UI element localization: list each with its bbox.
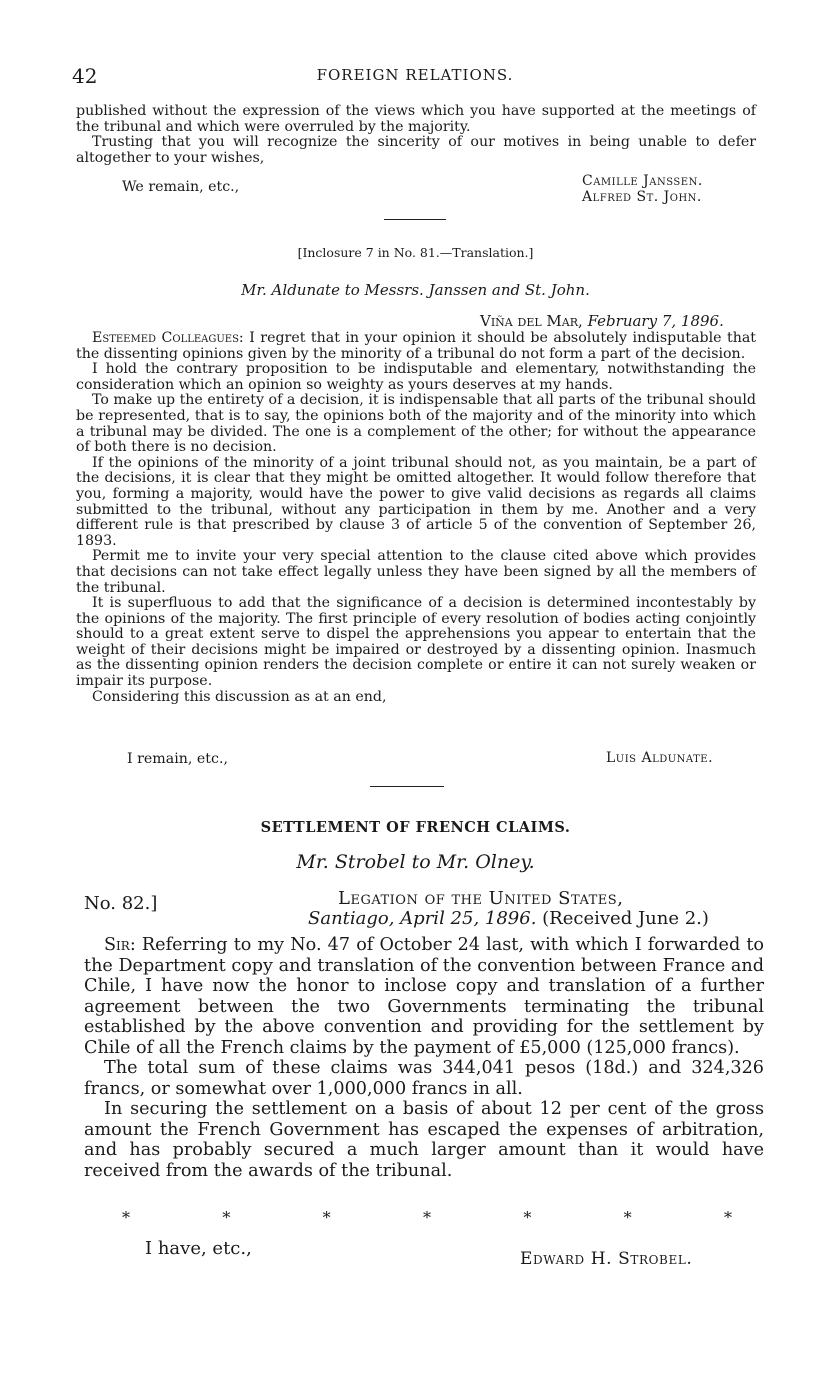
inclosure-body [76,331,756,705]
signer-strobel: Edward H. Strobel. [520,1249,693,1269]
place: Viña del Mar, [480,312,583,330]
star: * [222,1208,231,1227]
ellipsis-stars [122,1208,732,1227]
running-title: FOREIGN RELATIONS. [316,66,514,84]
page-number: 42 [72,64,98,88]
signer-st-john: Alfred St. John. [582,189,702,205]
closing-line: Considering this discussion as at an end, [92,688,387,705]
paragraph: The total sum of these claims was 344,041 pesos (18d.) and 324,326 francs, or somewhat over 1,000,000 francs in all. [84,1058,764,1099]
star: * [623,1208,632,1227]
star: * [122,1208,130,1227]
paragraph: Permit me to invite your very special attention to the clause cited above which provides that decisions can not take effect legally unless they have been signed by all the members of the tribunal. [76,548,756,596]
dispatch-closing: I have, etc., [145,1238,252,1259]
signer-janssen: Camille Janssen. [582,173,703,189]
dispatch-dateline [308,908,709,929]
star: * [422,1208,431,1227]
legation-line: Legation of the United States, [338,888,624,909]
page-header [72,64,758,88]
letter1-closing: We remain, etc., [122,179,240,195]
paragraph: I hold the contrary proposition to be indisputable and elementary, notwithstanding the consideration which an opinion so weighty as yours deserves at my hands. [76,361,756,393]
paragraph: To make up the entirety of a decision, it is indispensable that all parts of the tribunal should be represented, that is to say, the opinions both of the majority and of the minority into which a tribunal may be divided. The one is a complement of the other; for without the appearance of both there is no decision. [76,392,756,456]
signer-aldunate: Luis Aldunate. [606,750,714,766]
inclosure-title: Mr. Aldunate to Messrs. Janssen and St. John. [241,281,590,299]
received: (Received June 2.) [542,908,709,929]
salutation: Sir: [104,935,136,955]
dispatch-body [84,935,764,1181]
inclosure-dateline [480,312,724,330]
date: February 7, 1896. [587,312,724,330]
paragraph: In securing the settlement on a basis of about 12 per cent of the gross amount the French Government has escaped the expenses of arbitration, and has probably secured a much larger amount than it would have received from the awards of the tribunal. [84,1099,764,1181]
section-heading: SETTLEMENT OF FRENCH CLAIMS. [260,819,571,836]
inclosure-label: [Inclosure 7 in No. 81.—Translation.] [297,245,534,260]
divider [384,219,446,220]
star: * [322,1208,331,1227]
star: * [723,1208,732,1227]
section-title: Mr. Strobel to Mr. Olney. [296,851,535,873]
dispatch-number: No. 82.] [84,893,158,914]
place-date: Santiago, April 25, 1896. [308,908,537,929]
paragraph: If the opinions of the minority of a joint tribunal should not, as you maintain, be a part of the decisions, it is clear that they might be omitted altogether. It would follow therefore that you, forming a majority, would have the power to give valid decisions as regards all claims submitted to the tribunal, without any participation in them by me. Another and a very different rule is that prescribed by clause 3 of article 5 of the convention of September 26, 1893. [76,454,756,549]
paragraph: I regret that in your opinion it should be absolutely indisputable that the dissenting opinions given by the minority of a tribunal do not form a part of the decision. [76,330,756,362]
paragraph: Referring to my No. 47 of October 24 last, with which I forwarded to the Department copy and translation of the convention between France and Chile, I have now the honor to inclose copy and translation of a further agreement between the two Governments terminating the tribunal established by the above convention and providing for the settlement by Chile of all the French claims by the payment of £5,000 (125,000 francs). [84,935,765,1058]
paragraph: Trusting that you will recognize the sincerity of our motives in being unable to defer altogether to your wishes, [76,134,756,166]
paragraph: published without the expression of the views which you have supported at the meetings of the tribunal and which were overruled by the majority. [76,103,756,135]
divider [370,786,444,787]
paragraph: It is superfluous to add that the significance of a decision is determined incontestably by the opinions of the majority. The first principle of every resolution of bodies acting conjointly should to a great extent serve to dispel the apprehensions you appear to entertain that the weight of their decisions might be impaired or destroyed by a dissenting opinion. Inasmuch as the dissenting opinion renders the decision complete or entire it can not surely weaken or impair its purpose. [76,595,756,690]
inclosure-closing: I remain, etc., [127,751,228,767]
star: * [523,1208,532,1227]
salutation: Esteemed Colleagues: [92,330,244,346]
letter1-body [76,104,756,166]
